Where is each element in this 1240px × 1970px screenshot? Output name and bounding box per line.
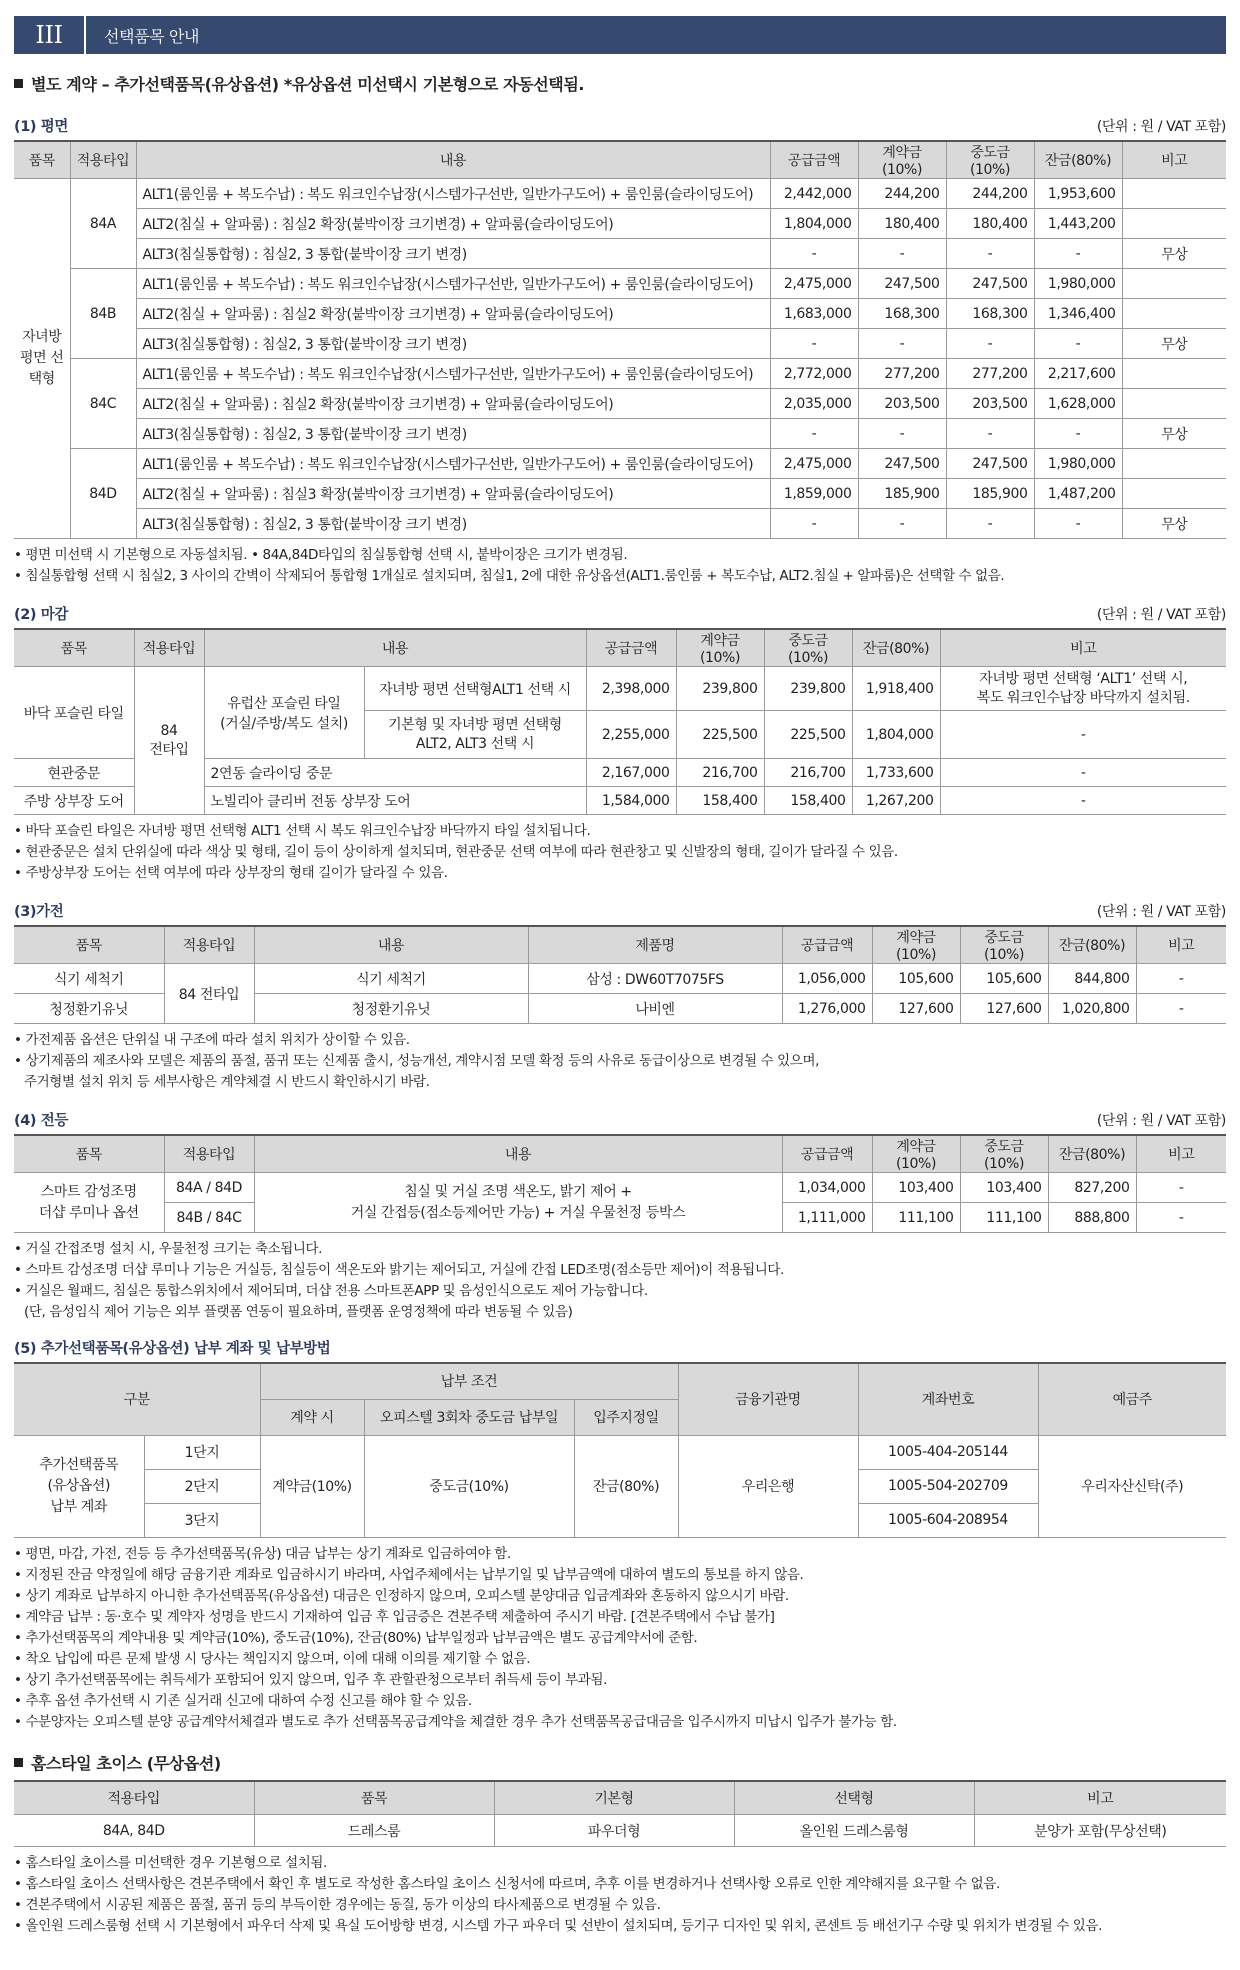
table-row: [14, 179, 1226, 209]
s1-cell: 1,953,600: [1034, 179, 1122, 209]
s1-cell: [1122, 179, 1226, 209]
table-row: [14, 509, 1226, 539]
s1-cell: [1122, 449, 1226, 479]
s5-col-header: 납부 조건: [260, 1363, 678, 1399]
s1-cell: -: [946, 329, 1034, 359]
s2-desc: 노빌리아 클리버 전동 상부장 도어: [204, 787, 586, 815]
floorplan-table-body: [14, 179, 1226, 539]
s2-subdesc: 자녀방 평면 선택형ALT1 선택 시: [364, 667, 586, 711]
s1-type: 84C: [70, 359, 136, 449]
s4-subhead: [14, 1109, 1226, 1130]
s4-cell: 103,400: [872, 1173, 960, 1203]
note: • 착오 납입에 따른 문제 발생 시 당사는 책임지지 않으며, 이에 대해 이의를 제기할 수 없음.: [14, 1649, 1226, 1670]
s1-cell: 2,475,000: [770, 449, 858, 479]
s3-col-header: 공급금액: [782, 926, 872, 964]
s1-cell: 2,035,000: [770, 389, 858, 419]
s1-cell: 1,980,000: [1034, 449, 1122, 479]
s3-col-header: 제품명: [528, 926, 782, 964]
s4-cell: 1,111,000: [782, 1203, 872, 1233]
note: • 현관중문은 설치 단위실에 따라 색상 및 형태, 길이 등이 상이하게 설치되며, 현관중문 선택 여부에 따라 현관창고 및 신발장의 형태, 길이가 달라질 수 있음.: [14, 842, 1226, 863]
table-row: [14, 299, 1226, 329]
s1-unit: (단위 : 원 / VAT 포함): [1096, 119, 1226, 135]
s1-cell: -: [1034, 509, 1122, 539]
s3-notes: [14, 1030, 1226, 1093]
s4-cell: 888,800: [1048, 1203, 1136, 1233]
note: • 평면 미선택 시 기본형으로 자동설치됨. • 84A,84D타입의 침실통합형 선택 시, 붙박이장은 크기가 변경됨.: [14, 545, 1226, 566]
s5-col-header: 예금주: [1038, 1363, 1226, 1435]
s3-type: 84 전타입: [164, 964, 254, 1024]
table-row: [14, 329, 1226, 359]
s1-cell: 무상: [1122, 419, 1226, 449]
s3-col-header: 계약금(10%): [872, 926, 960, 964]
s5-col-header: 오피스텔 3회차 중도금 납부일: [364, 1399, 574, 1435]
s1-cell: 203,500: [858, 389, 946, 419]
s1-desc: ALT2(침실 + 알파룸) : 침실2 확장(붙박이장 크기변경) + 알파룸(슬라이딩도어): [136, 209, 770, 239]
s4-col-header: 잔금(80%): [1048, 1135, 1136, 1173]
s1-cell: 180,400: [858, 209, 946, 239]
main-title: [14, 72, 1226, 95]
section-header: [14, 16, 1226, 54]
s2-note: -: [940, 711, 1226, 759]
s5-account: 1005-404-205144: [858, 1435, 1038, 1469]
s1-cell: 277,200: [946, 359, 1034, 389]
s2-col-header: 품목: [14, 629, 134, 667]
s2-cell: 158,400: [676, 787, 764, 815]
note: • 거실 간접조명 설치 시, 우물천정 크기는 축소됩니다.: [14, 1239, 1226, 1260]
s5-title: (5) 추가선택품목(유상옵션) 납부 계좌 및 납부방법: [14, 1341, 331, 1357]
s5-col-header: 금융기관명: [678, 1363, 858, 1435]
s2-cell: 1,267,200: [852, 787, 940, 815]
s3-col-header: 잔금(80%): [1048, 926, 1136, 964]
s3-title: (3)가전: [14, 904, 64, 920]
s2-col-header: 잔금(80%): [852, 629, 940, 667]
s1-cell: -: [1034, 419, 1122, 449]
note: • 올인원 드레스룸형 선택 시 기본형에서 파우더 삭제 및 욕실 도어방향 변경, 시스템 가구 파우더 및 선반이 설치되며, 등기구 디자인 및 위치, 콘센트 등 배선기구 수량 및 위치가 변경될 수 있음.: [14, 1916, 1226, 1937]
s2-item: 현관중문: [14, 759, 134, 787]
s1-cell: -: [858, 329, 946, 359]
s1-cell: 2,475,000: [770, 269, 858, 299]
s5-cell: 잔금(80%): [574, 1435, 678, 1537]
s2-cell: 158,400: [764, 787, 852, 815]
s4-cell: 111,100: [872, 1203, 960, 1233]
s1-cell: 2,217,600: [1034, 359, 1122, 389]
s2-cell: 239,800: [676, 667, 764, 711]
s1-cell: 1,443,200: [1034, 209, 1122, 239]
s2-notes: [14, 821, 1226, 884]
note: • 추가선택품목의 계약내용 및 계약금(10%), 중도금(10%), 잔금(80%) 납부일정과 납부금액은 별도 공급계약서에 준함.: [14, 1628, 1226, 1649]
s3-cell: 1,056,000: [782, 964, 872, 994]
s1-cell: [1122, 269, 1226, 299]
s3-cell: -: [1136, 964, 1226, 994]
section-number: III: [14, 16, 86, 54]
s5-col-header: 입주지정일: [574, 1399, 678, 1435]
s5-account: 1005-604-208954: [858, 1503, 1038, 1537]
payment-table: [14, 1362, 1226, 1538]
note: • 가전제품 옵션은 단위실 내 구조에 따라 설치 위치가 상이할 수 있음.: [14, 1030, 1226, 1051]
s2-title: (2) 마감: [14, 607, 69, 623]
s2-note: -: [940, 759, 1226, 787]
s3-subhead: [14, 900, 1226, 921]
s2-note: -: [940, 787, 1226, 815]
s1-cell: -: [770, 239, 858, 269]
s4-notes: [14, 1239, 1226, 1323]
s2-unit: (단위 : 원 / VAT 포함): [1096, 607, 1226, 623]
s1-cell: 무상: [1122, 239, 1226, 269]
s3-cell: 나비엔: [528, 994, 782, 1024]
s6-cell: 분양가 포함(무상선택): [974, 1815, 1226, 1847]
s3-col-header: 품목: [14, 926, 164, 964]
s1-cell: 185,900: [946, 479, 1034, 509]
s5-account: 1005-504-202709: [858, 1469, 1038, 1503]
s2-type: 84 전타입: [134, 667, 204, 815]
s1-notes: [14, 545, 1226, 587]
s1-cell: 1,683,000: [770, 299, 858, 329]
s3-col-header: 내용: [254, 926, 528, 964]
s4-col-header: 공급금액: [782, 1135, 872, 1173]
s6-col-header: 기본형: [494, 1781, 734, 1815]
s6-cell: 파우더형: [494, 1815, 734, 1847]
s1-type: 84B: [70, 269, 136, 359]
s4-col-header: 중도금(10%): [960, 1135, 1048, 1173]
s2-subhead: [14, 603, 1226, 624]
s1-desc: ALT2(침실 + 알파룸) : 침실2 확장(붙박이장 크기변경) + 알파룸(슬라이딩도어): [136, 299, 770, 329]
s1-cell: -: [770, 419, 858, 449]
main-title-text: 별도 계약 – 추가선택품목(유상옵션) *유상옵션 미선택시 기본형으로 자동선택됨.: [31, 75, 585, 94]
s2-item: 주방 상부장 도어: [14, 787, 134, 815]
s6-cell: 84A, 84D: [14, 1815, 254, 1847]
s4-unit: (단위 : 원 / VAT 포함): [1096, 1113, 1226, 1129]
s4-col-header: 품목: [14, 1135, 164, 1173]
s5-col-header: 구분: [14, 1363, 260, 1435]
finish-table: [14, 628, 1226, 815]
s1-cell: 244,200: [946, 179, 1034, 209]
note: • 상기제품의 제조사와 모델은 제품의 품절, 품귀 또는 신제품 출시, 성능개선, 계약시점 모델 확정 등의 사유로 동급이상으로 변경될 수 있으며,: [14, 1051, 1226, 1072]
square-bullet-icon: [14, 79, 23, 88]
s1-cell: 2,772,000: [770, 359, 858, 389]
note: • 상기 계좌로 납부하지 아니한 추가선택품목(유상옵션) 대금은 인정하지 않으며, 오피스텔 분양대금 입금계좌와 혼동하지 않으시기 바람.: [14, 1586, 1226, 1607]
s1-cell: -: [858, 509, 946, 539]
table-row: [14, 449, 1226, 479]
s5-danji: 3단지: [144, 1503, 260, 1537]
s1-desc: ALT1(룸인룸 + 복도수납) : 복도 워크인수납장(시스템가구선반, 일반가구도어) + 룸인룸(슬라이딩도어): [136, 269, 770, 299]
table-row: [14, 269, 1226, 299]
note: • 상기 추가선택품목에는 취득세가 포함되어 있지 않으며, 입주 후 관할관청으로부터 취득세 등이 부과됨.: [14, 1670, 1226, 1691]
s5-col-header: 계좌번호: [858, 1363, 1038, 1435]
s4-col-header: 비고: [1136, 1135, 1226, 1173]
note: • 주방상부장 도어는 선택 여부에 따라 상부장의 형태 길이가 달라질 수 있음.: [14, 863, 1226, 884]
note: (단, 음성임식 제어 기능은 외부 플랫폼 연동이 필요하며, 플랫폼 운영정책에 따라 변동될 수 있음): [24, 1304, 573, 1320]
s2-desc: 2연동 슬라이딩 중문: [204, 759, 586, 787]
homestyle-table: [14, 1780, 1226, 1848]
s1-desc: ALT3(침실통합형) : 침실2, 3 통합(붙박이장 크기 변경): [136, 239, 770, 269]
s3-cell: 삼성 : DW60T7075FS: [528, 964, 782, 994]
s1-cell: [1122, 479, 1226, 509]
s6-col-header: 적용타입: [14, 1781, 254, 1815]
s5-owner: 우리자산신탁(주): [1038, 1435, 1226, 1537]
s2-cell: 2,255,000: [586, 711, 676, 759]
s1-cell: -: [770, 509, 858, 539]
s1-col-header: 품목: [14, 141, 70, 179]
s1-cell: 180,400: [946, 209, 1034, 239]
s5-danji: 1단지: [144, 1435, 260, 1469]
s2-cell: 239,800: [764, 667, 852, 711]
s2-cell: 1,804,000: [852, 711, 940, 759]
s3-cell: 127,600: [872, 994, 960, 1024]
s5-cell: 중도금(10%): [364, 1435, 574, 1537]
note: • 침실통합형 선택 시 침실2, 3 사이의 간벽이 삭제되어 통합형 1개실로 설치되며, 침실1, 2에 대한 유상옵션(ALT1.룸인룸 + 복도수납, ALT2.침실 + 알파룸)은 선택할 수 없음.: [14, 566, 1226, 587]
s1-cell: -: [1034, 329, 1122, 359]
s1-cell: 203,500: [946, 389, 1034, 419]
s3-cell: 청정환기유닛: [254, 994, 528, 1024]
s2-cell: 225,500: [676, 711, 764, 759]
s1-cell: -: [1034, 239, 1122, 269]
s6-cell: 올인원 드레스룸형: [734, 1815, 974, 1847]
s1-cell: 168,300: [858, 299, 946, 329]
s1-cell: -: [770, 329, 858, 359]
s1-subhead: [14, 115, 1226, 136]
s3-cell: 127,600: [960, 994, 1048, 1024]
s2-col-header: 중도금(10%): [764, 629, 852, 667]
s6-notes: [14, 1853, 1226, 1937]
s1-desc: ALT2(침실 + 알파룸) : 침실3 확장(붙박이장 크기변경) + 알파룸(슬라이딩도어): [136, 479, 770, 509]
s1-cell: [1122, 359, 1226, 389]
s5-item: 추가선택품목 (유상옵션) 납부 계좌: [14, 1435, 144, 1537]
s5-col-header: 계약 시: [260, 1399, 364, 1435]
s4-cell: 103,400: [960, 1173, 1048, 1203]
s4-col-header: 계약금(10%): [872, 1135, 960, 1173]
s2-subdesc: 기본형 및 자녀방 평면 선택형 ALT2, ALT3 선택 시: [364, 711, 586, 759]
s4-type: 84A / 84D: [164, 1173, 254, 1203]
note: • 지정된 잔금 약정일에 해당 금융기관 계좌로 입금하시기 바라며, 사업주체에서는 납부기일 및 납부금액에 대하여 별도의 통보를 하지 않음.: [14, 1565, 1226, 1586]
s1-cell: -: [946, 509, 1034, 539]
s3-col-header: 비고: [1136, 926, 1226, 964]
s1-cell: -: [858, 239, 946, 269]
s1-cell: 2,442,000: [770, 179, 858, 209]
table-row: [14, 479, 1226, 509]
s1-col-header: 중도금(10%): [946, 141, 1034, 179]
s3-col-header: 적용타입: [164, 926, 254, 964]
s1-desc: ALT1(룸인룸 + 복도수납) : 복도 워크인수납장(시스템가구선반, 일반가구도어) + 룸인룸(슬라이딩도어): [136, 449, 770, 479]
s1-cell: -: [858, 419, 946, 449]
s2-cell: 216,700: [764, 759, 852, 787]
s1-cell: -: [946, 239, 1034, 269]
s5-cell: 계약금(10%): [260, 1435, 364, 1537]
s1-cell: 247,500: [946, 449, 1034, 479]
s3-cell: 105,600: [960, 964, 1048, 994]
s1-cell: [1122, 209, 1226, 239]
s1-desc: ALT3(침실통합형) : 침실2, 3 통합(붙박이장 크기 변경): [136, 509, 770, 539]
note: • 추후 옵션 추가선택 시 기존 실거래 신고에 대하여 수정 신고를 해야 할 수 있음.: [14, 1691, 1226, 1712]
s4-item: 스마트 감성조명 더샵 루미나 옵션: [14, 1173, 164, 1233]
s2-note: 자녀방 평면 선택형 ‘ALT1’ 선택 시, 복도 워크인수납장 바닥까지 설치됨.: [940, 667, 1226, 711]
square-bullet-icon: [14, 1758, 23, 1767]
appliance-table: [14, 925, 1226, 1024]
s4-title: (4) 전등: [14, 1113, 69, 1129]
table-row: [14, 209, 1226, 239]
table-row: [14, 239, 1226, 269]
s2-cell: 225,500: [764, 711, 852, 759]
s1-col-header: 공급금액: [770, 141, 858, 179]
s2-col-header: 비고: [940, 629, 1226, 667]
s1-desc: ALT2(침실 + 알파룸) : 침실2 확장(붙박이장 크기변경) + 알파룸(슬라이딩도어): [136, 389, 770, 419]
s1-cell: 무상: [1122, 329, 1226, 359]
note: • 홈스타일 초이스를 미선택한 경우 기본형으로 설치됨.: [14, 1853, 1226, 1874]
s3-cell: 식기 세척기: [254, 964, 528, 994]
s4-type: 84B / 84C: [164, 1203, 254, 1233]
section-title: 선택품목 안내: [104, 26, 200, 46]
s5-notes: [14, 1544, 1226, 1733]
s1-col-header: 잔금(80%): [1034, 141, 1122, 179]
s4-cell: -: [1136, 1203, 1226, 1233]
s1-cell: 185,900: [858, 479, 946, 509]
s4-cell: 1,034,000: [782, 1173, 872, 1203]
note: • 평면, 마감, 가전, 전등 등 추가선택품목(유상) 대금 납부는 상기 계좌로 입금하여야 함.: [14, 1544, 1226, 1565]
s6-title: [14, 1751, 1226, 1774]
s5-bank: 우리은행: [678, 1435, 858, 1537]
s2-cell: 2,398,000: [586, 667, 676, 711]
table-row: [14, 389, 1226, 419]
s3-cell: 105,600: [872, 964, 960, 994]
s1-cell: 무상: [1122, 509, 1226, 539]
s1-title: (1) 평면: [14, 119, 69, 135]
s1-cell: 247,500: [858, 449, 946, 479]
note: • 계약금 납부 : 동·호수 및 계약자 성명을 반드시 기재하여 입금 후 입금증은 견본주택 제출하여 주시기 바람. [견본주택에서 수납 불가]: [14, 1607, 1226, 1628]
s5-danji: 2단지: [144, 1469, 260, 1503]
s2-desc: 유럽산 포슬린 타일 (거실/주방/복도 설치): [204, 667, 364, 759]
s2-col-header: 적용타입: [134, 629, 204, 667]
s4-col-header: 적용타입: [164, 1135, 254, 1173]
s3-cell: 844,800: [1048, 964, 1136, 994]
s1-cell: 168,300: [946, 299, 1034, 329]
s1-cell: 247,500: [946, 269, 1034, 299]
s3-cell: 1,020,800: [1048, 994, 1136, 1024]
s1-col-header: 비고: [1122, 141, 1226, 179]
s2-col-header: 내용: [204, 629, 586, 667]
s1-desc: ALT3(침실통합형) : 침실2, 3 통합(붙박이장 크기 변경): [136, 419, 770, 449]
s1-type: 84A: [70, 179, 136, 269]
s1-cell: [1122, 299, 1226, 329]
s2-cell: 216,700: [676, 759, 764, 787]
s4-cell: 827,200: [1048, 1173, 1136, 1203]
s2-col-header: 계약금(10%): [676, 629, 764, 667]
s1-col-header: 내용: [136, 141, 770, 179]
note: 주거형별 설치 위치 등 세부사항은 계약체결 시 반드시 확인하시기 바람.: [24, 1074, 430, 1090]
s6-cell: 드레스룸: [254, 1815, 494, 1847]
table-row: [14, 359, 1226, 389]
note: • 스마트 감성조명 더샵 루미나 기능은 거실등, 침실등이 색온도와 밝기는 제어되고, 거실에 간접 LED조명(점소등만 제어)이 적용됩니다.: [14, 1260, 1226, 1281]
s1-cell: 1,628,000: [1034, 389, 1122, 419]
s6-col-header: 선택형: [734, 1781, 974, 1815]
s6-title-text: 홈스타일 초이스 (무상옵션): [31, 1753, 221, 1773]
s2-cell: 1,918,400: [852, 667, 940, 711]
s2-col-header: 공급금액: [586, 629, 676, 667]
note: • 바닥 포슬린 타일은 자녀방 평면 선택형 ALT1 선택 시 복도 워크인수납장 바닥까지 타일 설치됩니다.: [14, 821, 1226, 842]
s4-col-header: 내용: [254, 1135, 782, 1173]
s1-desc: ALT1(룸인룸 + 복도수납) : 복도 워크인수납장(시스템가구선반, 일반가구도어) + 룸인룸(슬라이딩도어): [136, 179, 770, 209]
floorplan-table: [14, 140, 1226, 539]
s1-cell: 247,500: [858, 269, 946, 299]
s3-item: 청정환기유닛: [14, 994, 164, 1024]
s1-cell: 1,346,400: [1034, 299, 1122, 329]
table-row: [14, 419, 1226, 449]
s1-col-header: 계약금(10%): [858, 141, 946, 179]
s2-cell: 2,167,000: [586, 759, 676, 787]
note: • 수분양자는 오피스텔 분양 공급계약서체결과 별도로 추가 선택품목공급계약을 체결한 경우 추가 선택품목공급대금을 입주시까지 미납시 입주가 불가능 함.: [14, 1712, 1226, 1733]
s1-cell: 1,487,200: [1034, 479, 1122, 509]
s1-cell: 1,859,000: [770, 479, 858, 509]
s1-cell: -: [946, 419, 1034, 449]
s1-col-header: 적용타입: [70, 141, 136, 179]
s1-cell: 277,200: [858, 359, 946, 389]
s1-cell: 1,980,000: [1034, 269, 1122, 299]
s4-desc: 침실 및 거실 조명 색온도, 밝기 제어 + 거실 간접등(점소등제어만 가능) + 거실 우물천정 등박스: [254, 1173, 782, 1233]
s4-cell: -: [1136, 1173, 1226, 1203]
note: • 홈스타일 초이스 선택사항은 견본주택에서 확인 후 별도로 작성한 홈스타일 초이스 신청서에 따르며, 추후 이를 변경하거나 선택사항 오류로 인한 계약해지를 요구할 수 없음.: [14, 1874, 1226, 1895]
note: • 견본주택에서 시공된 제품은 품절, 품귀 등의 부득이한 경우에는 동질, 동가 이상의 타사제품으로 변경될 수 있음.: [14, 1895, 1226, 1916]
s1-desc: ALT3(침실통합형) : 침실2, 3 통합(붙박이장 크기 변경): [136, 329, 770, 359]
lighting-table: [14, 1134, 1226, 1233]
s6-col-header: 품목: [254, 1781, 494, 1815]
s2-cell: 1,584,000: [586, 787, 676, 815]
s1-item: 자녀방 평면 선택형: [14, 179, 70, 539]
note: • 거실은 월패드, 침실은 통합스위치에서 제어되며, 더샵 전용 스마트폰APP 및 음성인식으로도 제어 가능합니다.: [14, 1281, 1226, 1302]
s3-col-header: 중도금(10%): [960, 926, 1048, 964]
s1-type: 84D: [70, 449, 136, 539]
s3-cell: 1,276,000: [782, 994, 872, 1024]
s4-cell: 111,100: [960, 1203, 1048, 1233]
s1-cell: 244,200: [858, 179, 946, 209]
s1-desc: ALT1(룸인룸 + 복도수납) : 복도 워크인수납장(시스템가구선반, 일반가구도어) + 룸인룸(슬라이딩도어): [136, 359, 770, 389]
s5-subhead: [14, 1337, 1226, 1358]
s3-cell: -: [1136, 994, 1226, 1024]
s2-cell: 1,733,600: [852, 759, 940, 787]
s6-col-header: 비고: [974, 1781, 1226, 1815]
s1-cell: 1,804,000: [770, 209, 858, 239]
s3-item: 식기 세척기: [14, 964, 164, 994]
s3-unit: (단위 : 원 / VAT 포함): [1096, 904, 1226, 920]
s2-item: 바닥 포슬린 타일: [14, 667, 134, 759]
s1-cell: [1122, 389, 1226, 419]
